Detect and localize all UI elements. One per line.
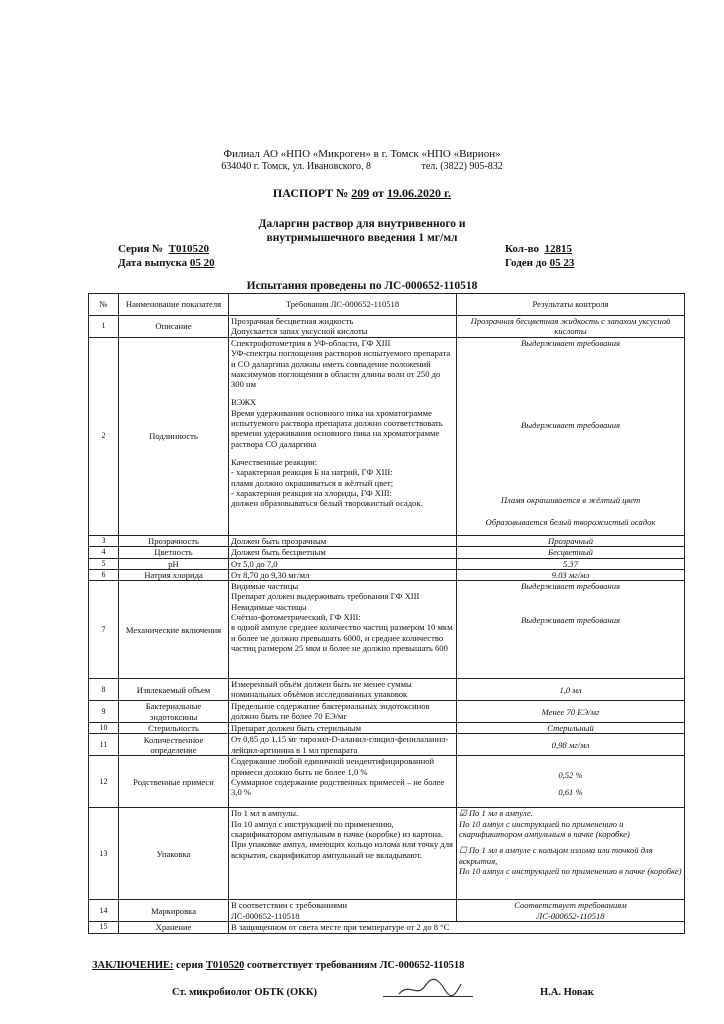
row-num: 2 — [89, 338, 119, 536]
qty-label: Кол-во — [505, 243, 539, 255]
row-num: 8 — [89, 679, 119, 701]
row-req — [229, 316, 457, 338]
table-row — [89, 701, 685, 723]
row-req: От 5,0 до 7,0 — [229, 558, 457, 569]
req-line: При упаковке ампул, имеющих кольцо излома или точку для вскрытия, скарификатор ампульный не вкладывают. — [231, 839, 453, 860]
row-res: Бесцветный — [457, 547, 685, 558]
product-line-2: внутримышечного введения 1 мг/мл — [266, 232, 458, 244]
passport-title — [0, 186, 724, 201]
row-name: Родственные примеси — [119, 756, 229, 808]
header-num: № — [89, 294, 119, 316]
row-num: 13 — [89, 808, 119, 900]
row-name: pH — [119, 558, 229, 569]
req-line: ВЭЖХ — [231, 397, 257, 408]
res-line: По 10 ампул с инструкцией по применению в пачке (коробке) — [459, 865, 682, 876]
row-res: 0,98 мг/мл — [457, 734, 685, 756]
product-name — [0, 217, 724, 245]
row-req — [229, 581, 457, 679]
release-value: 05 20 — [189, 257, 215, 269]
res-line: Выдерживает требования — [521, 420, 620, 431]
batch-left — [118, 242, 215, 270]
table-row — [89, 547, 685, 558]
table-row — [89, 338, 685, 536]
req-line: Спектрофотометрия в УФ-области, ГФ XIII — [231, 338, 391, 348]
req-line: По 10 ампул с инструкцией по применению, скарификатором ампульным в пачке (коробке) из картона. — [231, 818, 444, 840]
row-name: Цветность — [119, 547, 229, 558]
org-address-line — [0, 161, 724, 172]
conclusion-text: соответствует требованиям ЛС-000652-110518 — [246, 960, 465, 971]
valid-row — [505, 256, 574, 270]
table-row — [89, 581, 685, 679]
row-req — [229, 900, 457, 922]
row-res: 9.03 мг/мл — [457, 569, 685, 580]
row-num: 1 — [89, 316, 119, 338]
series-value: Т010520 — [168, 243, 210, 255]
res-line: Выдерживает требования — [521, 581, 620, 592]
req-line: Счётно-фотометрический, ГФ XIII: — [231, 612, 361, 623]
row-num: 7 — [89, 581, 119, 679]
org-address: 634040 г. Томск, ул. Ивановского, 8 — [221, 161, 371, 172]
row-res — [457, 756, 685, 808]
header-res: Результаты контроля — [457, 294, 685, 316]
row-req — [229, 756, 457, 808]
row-req: Препарат должен быть стерильным — [229, 723, 457, 734]
signer-name: Н.А. Новак — [540, 987, 594, 998]
table-row — [89, 922, 685, 933]
res-line: 0,61 % — [558, 786, 583, 797]
row-name: Хранение — [119, 922, 229, 933]
product-line-1: Даларгин раствор для внутривенного и — [258, 218, 466, 230]
valid-label: Годен до — [505, 257, 547, 269]
tests-table — [88, 293, 685, 934]
qty-value: 12815 — [544, 243, 572, 255]
row-num: 5 — [89, 558, 119, 569]
row-name: Механические включения — [119, 581, 229, 679]
passport-from: от — [372, 186, 384, 200]
table-row — [89, 569, 685, 580]
row-num: 6 — [89, 569, 119, 580]
req-line: Допускается запах уксусной кислоты — [231, 326, 368, 337]
req-line: В соответствии с требованиями — [231, 900, 348, 911]
passport-number: 209 — [351, 186, 370, 200]
req-line: Невидимые частицы — [231, 601, 307, 612]
row-name: Подлинность — [119, 338, 229, 536]
row-res — [457, 808, 685, 900]
req-line: Суммарное содержание родственных примесей – не более 3,0 % — [231, 777, 445, 798]
row-res: Менее 70 ЕЭ/мг — [457, 701, 685, 723]
valid-value: 05 23 — [549, 257, 575, 269]
row-num: 3 — [89, 536, 119, 547]
signature-mark — [395, 976, 465, 1002]
header-req: Требования ЛС-000652-110518 — [229, 294, 457, 316]
conclusion — [92, 960, 464, 971]
req-line: Время удерживания основного пика на хроматограмме испытуемого раствора препарата должно соответствовать времени удерживания основного пика на хроматограмме раствора СО даларгина — [231, 407, 443, 449]
row-req: Должен быть бесцветным — [229, 547, 457, 558]
org-name: Филиал АО «НПО «Микроген» в г. Томск «НПО «Вирион» — [223, 148, 501, 160]
row-name: Бактериальные эндотоксины — [119, 701, 229, 723]
passport-date: 19.06.2020 г. — [386, 186, 452, 200]
req-line: Содержание любой единичной неидентифицированной примеси должно быть не более 1,0 % — [231, 756, 435, 777]
row-res: Прозрачный — [457, 536, 685, 547]
table-row — [89, 316, 685, 338]
row-res — [457, 900, 685, 922]
row-name: Прозрачность — [119, 536, 229, 547]
row-num: 9 — [89, 701, 119, 723]
passport-label: ПАСПОРТ № — [272, 186, 349, 200]
table-row — [89, 723, 685, 734]
tests-title: Испытания проведены по ЛС-000652-110518 — [246, 280, 478, 292]
res-line: ЛС-000652-110518 — [536, 910, 605, 921]
row-num: 14 — [89, 900, 119, 922]
row-num: 15 — [89, 922, 119, 933]
row-req: Предельное содержание бактериальных эндотоксинов должно быть не более 70 ЕЭ/мг — [229, 701, 457, 723]
row-res — [457, 338, 685, 536]
release-row — [118, 256, 215, 270]
table-row — [89, 808, 685, 900]
conclusion-series: Т010520 — [205, 960, 245, 971]
req-line: Видимые частицы — [231, 581, 299, 592]
req-line: пламя должно окрашиваться в жёлтый цвет; — [231, 477, 394, 488]
table-header — [89, 294, 685, 316]
row-req: От 0,85 до 1,15 мг тирозил-D-аланил-глицил-фенилаланил-лейцил-аргинина в 1 мл препарата — [229, 734, 457, 756]
row-num: 12 — [89, 756, 119, 808]
res-line: Выдерживает требования — [521, 338, 620, 348]
table-row — [89, 900, 685, 922]
table-row — [89, 679, 685, 701]
table-row — [89, 734, 685, 756]
row-req — [229, 808, 457, 900]
res-line: Соответствует требованиям — [514, 900, 627, 911]
table-row — [89, 558, 685, 569]
req-line: - характерная реакция на хлориды, ГФ XIII: — [231, 487, 392, 498]
conclusion-series-word: серия — [176, 960, 204, 971]
row-num: 11 — [89, 734, 119, 756]
series-label: Серия № — [118, 243, 164, 255]
req-line: - характерная реакция Б на натрий, ГФ XIII: — [231, 467, 393, 478]
res-line: Пламя окрашивается в жёлтый цвет — [500, 494, 641, 505]
qty-row — [505, 242, 574, 256]
row-name: Стерильность — [119, 723, 229, 734]
row-res: 5.37 — [457, 558, 685, 569]
res-line: Образовывается белый творожистый осадок — [485, 516, 656, 527]
req-line: Препарат должен выдерживать требования ГФ XIII — [231, 591, 420, 602]
req-line: в одной ампуле среднее количество частиц размером 10 мкм и более не должно превышать 6000, и среднее количество частиц размером 25 мкм и более не должно превышать 600 — [231, 622, 453, 653]
res-line: ☑ По 1 мл в ампуле. — [459, 808, 533, 819]
row-num: 10 — [89, 723, 119, 734]
res-line: По 10 ампул с инструкцией по применению и скарификатором ампульным в пачке (коробке) — [459, 818, 630, 840]
release-label: Дата выпуска — [118, 257, 188, 269]
header-name: Наименование показателя — [119, 294, 229, 316]
row-res: Стерильный — [457, 723, 685, 734]
series-row — [118, 242, 215, 256]
row-name: Маркировка — [119, 900, 229, 922]
org-phone: тел. (3822) 905-832 — [421, 161, 503, 172]
conclusion-label: ЗАКЛЮЧЕНИЕ: — [92, 960, 174, 971]
row-res: 1,0 мл — [457, 679, 685, 701]
row-name: Извлекаемый объем — [119, 679, 229, 701]
req-line: Прозрачная бесцветная жидкость — [231, 316, 354, 326]
row-name: Количественное определение — [119, 734, 229, 756]
row-name: Описание — [119, 316, 229, 338]
row-name: Натрия хлорида — [119, 569, 229, 580]
table-row — [89, 536, 685, 547]
row-req: От 8,70 до 9,30 мг/мл — [229, 569, 457, 580]
table-row — [89, 756, 685, 808]
req-line: По 1 мл в ампулы. — [231, 808, 299, 819]
row-res: Прозрачная бесцветная жидкость с запахом уксусной кислоты — [457, 316, 685, 338]
res-line: ☐ По 1 мл в ампуле с кольцом излома или точкой для вскрытия, — [459, 845, 653, 866]
row-req: В защищенном от света месте при температуре от 2 до 8 °С — [229, 922, 685, 933]
signer-role: Ст. микробиолог ОБТК (ОКК) — [172, 987, 317, 998]
res-line: Выдерживает требования — [521, 615, 620, 626]
batch-right — [505, 242, 574, 270]
row-req — [229, 338, 457, 536]
res-line: 0,52 % — [558, 770, 583, 781]
row-num: 4 — [89, 547, 119, 558]
req-line: Качественные реакции: — [231, 456, 318, 467]
req-line: ЛС-000652-110518 — [231, 910, 300, 921]
row-req: Измеренный объём должен быть не менее суммы номинальных объёмов исследованных упаковок — [229, 679, 457, 701]
row-name: Упаковка — [119, 808, 229, 900]
row-req: Должен быть прозрачным — [229, 536, 457, 547]
req-line: УФ-спектры поглощения растворов испытуемого препарата и СО даларгина должны иметь совпадение положений максимумов поглощения в области длины волн от 250 до 300 нм — [231, 348, 451, 390]
row-res — [457, 581, 685, 679]
req-line: должен образовываться белый творожистый осадок. — [231, 498, 423, 509]
